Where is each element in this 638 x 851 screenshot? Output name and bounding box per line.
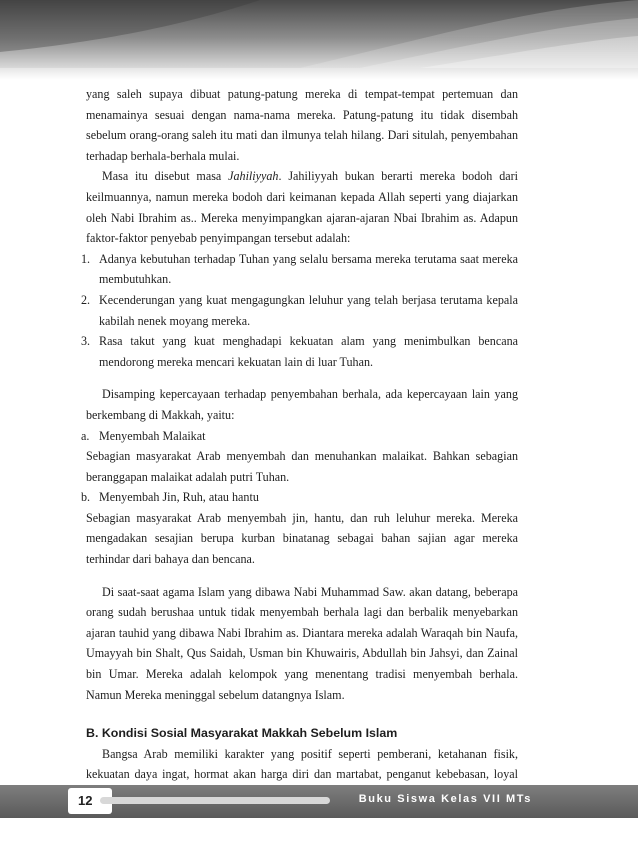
paragraph-berhala-origin: yang saleh supaya dibuat patung-patung mereka di tempat-tempat pertemuan dan menamainya sesuai dengan nama-nama mereka. Patung-patung itu tidak disembah sebelum orang-orang saleh itu mati dan ilmunya telah hilang. Dari situlah, penyembahan terhadap berhala-berhala mulai. xyxy=(86,87,518,163)
section-heading: B. Kondisi Sosial Masyarakat Makkah Sebelum Islam xyxy=(86,726,398,741)
list-item-title: Menyembah Jin, Ruh, atau hantu xyxy=(99,490,259,505)
list-text: Adanya kebutuhan terhadap Tuhan yang selalu bersama mereka terutama saat mereka membutuhkan. xyxy=(99,251,518,287)
paragraph-hanif-figures: Di saat-saat agama Islam yang dibawa Nabi Muhammad Saw. akan datang, beberapa orang sudah berushaa untuk tidak menyembah berhala lagi dan berbalik menyebarkan ajaran tauhid yang dibawa Nabi Ibrahim as. Diantara mereka adalah Waraqah bin Naufa, Umayyah bin Shalt, Qus Saidah, Usman bin Khuwairis, Abdullah bin Jahsyi, dan Zainal bin Umar. Mereka adalah kelompok yang menentang tradisi menyembah berhala. Namun Mereka meninggal sebelum datangnya Islam. xyxy=(86,584,518,702)
list-text: Kecenderungan yang kuat mengagungkan leluhur yang telah berjasa terutama kepala kabilah nenek moyang mereka. xyxy=(99,292,518,328)
list-marker: 3. xyxy=(81,334,91,349)
list-item xyxy=(81,331,518,372)
book-title: Buku Siswa Kelas VII MTs xyxy=(358,793,532,805)
paragraph-other-beliefs: Disamping kepercayaan terhadap penyembahan berhala, ada kepercayaan lain yang berkembang di Makkah, yaitu: xyxy=(86,387,518,422)
page-number: 12 xyxy=(68,788,112,814)
list-text: Rasa takut yang kuat menghadapi kekuatan alam yang menimbulkan bencana mendorong mereka mencari kekuatan lain di luar Tuhan. xyxy=(99,334,518,369)
jahiliyyah-term: Jahiliyyah xyxy=(228,169,279,184)
paragraph-jahiliyyah xyxy=(86,166,518,248)
list-marker: 2. xyxy=(81,292,91,307)
list-item-description: Sebagian masyarakat Arab menyembah dan menuhankan malaikat. Bahkan sebagian beranggapan malaikat adalah putri Tuhan. xyxy=(86,449,518,484)
page-footer xyxy=(0,785,638,818)
header-swoosh-decoration xyxy=(0,0,638,68)
list-item xyxy=(81,487,518,508)
list-marker: b. xyxy=(81,490,91,505)
jahiliyyah-text-post: . Jahiliyyah bukan berarti mereka bodoh dari keilmuannya, namun mereka bodoh dari keimanan kepada Allah seperti yang diajarkan oleh Nabi Ibrahim as.. Mereka menyimpangkan ajaran-ajaran Nbai Ibrahim as. Adapun faktor-faktor penyebab penyimpangan tersebut adalah: xyxy=(86,169,518,246)
header-fade xyxy=(0,68,638,80)
list-item xyxy=(81,249,518,290)
list-marker: a. xyxy=(81,428,90,443)
paragraph-arab-character: Bangsa Arab memiliki karakter yang positif seperti pemberani, ketahanan fisik, kekuatan daya ingat, hormat akan harga diri dan martabat, penganut kebebasan, loyal xyxy=(86,746,518,782)
list-item-title: Menyembah Malaikat xyxy=(99,428,206,443)
list-marker: 1. xyxy=(81,251,91,266)
footer-bar-decoration xyxy=(100,797,330,804)
jahiliyyah-text-pre: Masa itu disebut masa xyxy=(102,169,229,184)
list-item xyxy=(81,426,518,447)
header-band xyxy=(0,0,638,68)
list-item xyxy=(81,290,518,331)
list-item-description: Sebagian masyarakat Arab menyembah jin, hantu, dan ruh leluhur mereka. Mereka mengadakan sesajian berupa kurban binatanag sebagai bahan sajian agar mereka terhindar dari bahaya dan bencana. xyxy=(86,510,518,567)
